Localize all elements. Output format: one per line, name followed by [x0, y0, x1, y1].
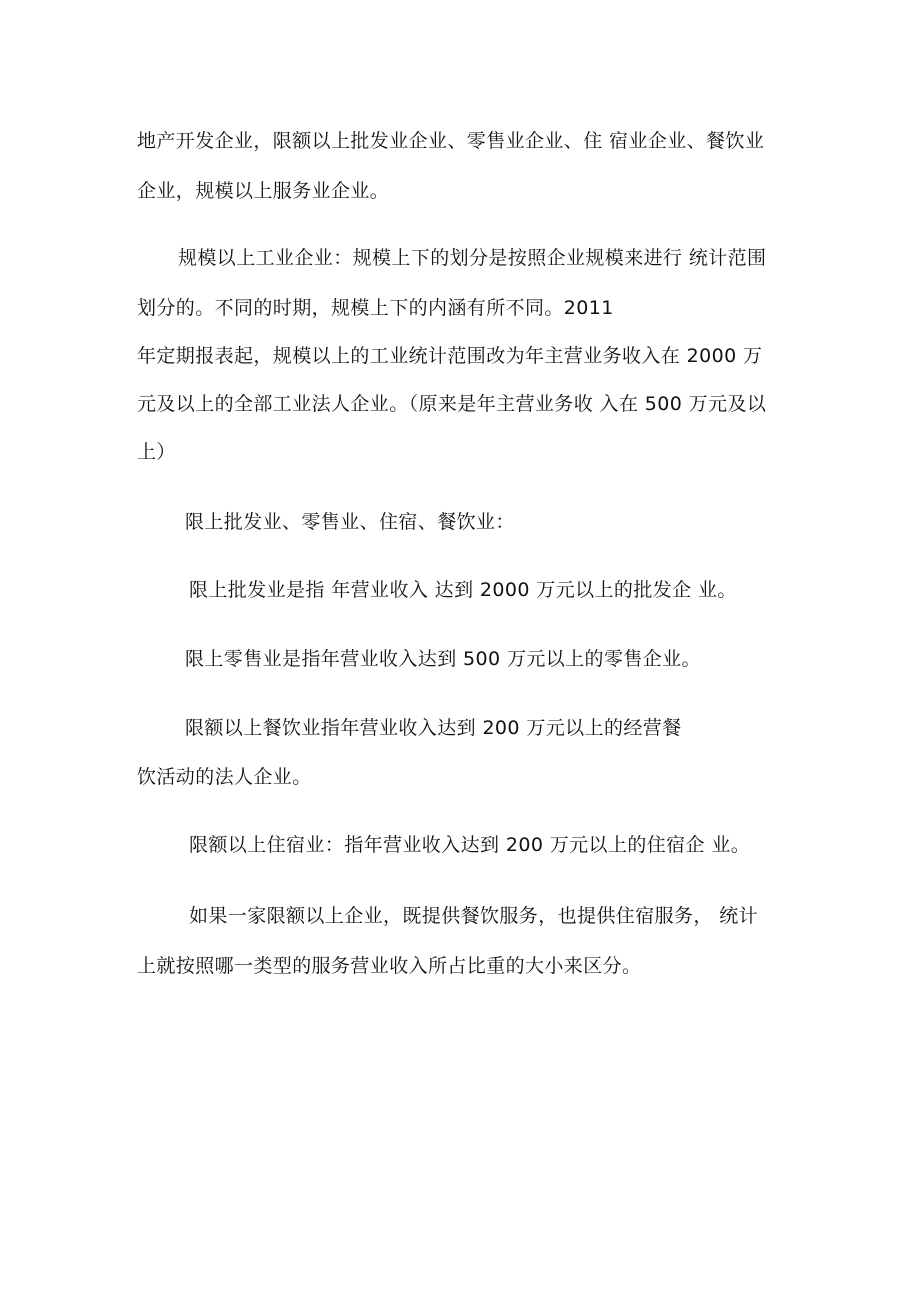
paragraph-2-line-5: 上） — [137, 441, 176, 463]
paragraph-7-line-1: 限额以上住宿业：指年营业收入达到 200 万元以上的住宿企 业。 — [189, 834, 751, 856]
paragraph-2-line-3: 年定期报表起，规模以上的工业统计范围改为年主营业务收入在 2000 万 — [137, 345, 763, 367]
paragraph-2-line-2: 划分的。不同的时期，规模上下的内涵有所不同。2011 — [137, 297, 614, 319]
paragraph-4-line-1: 限上批发业是指 年营业收入 达到 2000 万元以上的批发企 业。 — [189, 579, 737, 601]
paragraph-6-line-1: 限额以上餐饮业指年营业收入达到 200 万元以上的经营餐 — [185, 717, 682, 739]
paragraph-5-line-1: 限上零售业是指年营业收入达到 500 万元以上的零售企业。 — [185, 648, 701, 670]
paragraph-8-line-1: 如果一家限额以上企业，既提供餐饮服务，也提供住宿服务， 统计 — [189, 905, 759, 927]
paragraph-6-line-2: 饮活动的法人企业。 — [137, 766, 312, 788]
paragraph-1-line-1: 地产开发企业，限额以上批发业企业、零售业企业、住 宿业企业、餐饮业 — [137, 130, 765, 152]
paragraph-2-line-4: 元及以上的全部工业法人企业。（原来是年主营业务收 入在 500 万元及以 — [137, 393, 767, 415]
paragraph-8-line-2: 上就按照哪一类型的服务营业收入所占比重的大小来区分。 — [137, 955, 642, 977]
paragraph-2-line-1: 规模以上工业企业：规模上下的划分是按照企业规模来进行 统计范围 — [178, 247, 767, 269]
paragraph-3-line-1: 限上批发业、零售业、住宿、餐饮业： — [185, 511, 515, 533]
paragraph-1-line-2: 企业，规模以上服务业企业。 — [137, 180, 390, 202]
